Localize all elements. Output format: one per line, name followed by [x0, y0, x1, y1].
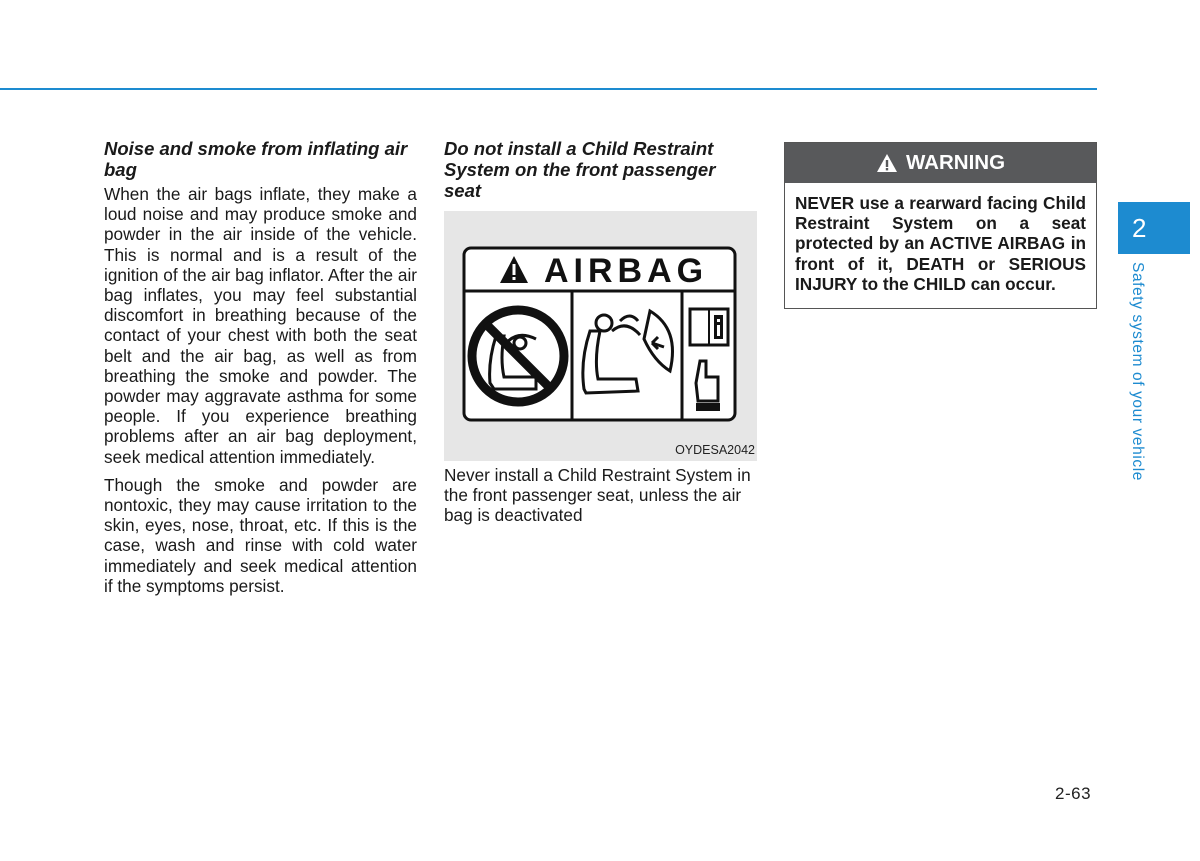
- chapter-tab: [1118, 202, 1190, 254]
- chapter-title: Safety system of your vehicle: [1129, 262, 1146, 481]
- paragraph-noise: When the air bags inflate, they make a loud noise and may produce smoke and powder in the air inside of the vehicle. This is normal and is a result of the ignition of the air bag inflator. After the air bag inflates, you may feel substantial discomfort in breathing because of the contact of your chest with both the seat belt and the air bag, as well as from breathing the smoke and powder. The powder may aggravate asthma for some people. If you experience breathing problems after an air bag deployment, seek medical attention immediately.: [104, 184, 417, 467]
- airbag-label-title: AIRBAG: [544, 252, 709, 290]
- warning-header: [785, 143, 1096, 183]
- column-middle: [444, 138, 757, 526]
- column-left: [104, 138, 417, 604]
- figure-caption: Never install a Child Restraint System in the front passenger seat, unless the air bag is deactivated: [444, 465, 751, 526]
- chapter-number: 2: [1132, 212, 1147, 243]
- paragraph-smoke: Though the smoke and powder are nontoxic, they may cause irritation to the skin, eyes, nose, throat, etc. If this is the case, wash and rinse with cold water immediately and seek medical attention if the symptoms persist.: [104, 474, 417, 596]
- airbag-label-figure: [444, 211, 757, 461]
- warning-text: NEVER use a rearward facing Child Restraint System on a seat protected by an ACTIVE AIRBAG in front of it, DEATH or SERIOUS INJURY to the CHILD can occur.: [795, 193, 1086, 294]
- warning-box: [784, 142, 1096, 309]
- page-number: 2-63: [1055, 784, 1092, 803]
- airbag-warning-label: [444, 211, 757, 461]
- warning-triangle-icon: [876, 153, 898, 173]
- section-heading-noise: Noise and smoke from inflating air bag: [104, 138, 408, 180]
- header-rule: [0, 88, 1097, 90]
- figure-code: OYDESA2042: [675, 443, 755, 457]
- section-heading-child-restraint: Do not install a Child Restraint System on the front passenger seat: [444, 138, 716, 201]
- warning-title: WARNING: [905, 151, 1006, 174]
